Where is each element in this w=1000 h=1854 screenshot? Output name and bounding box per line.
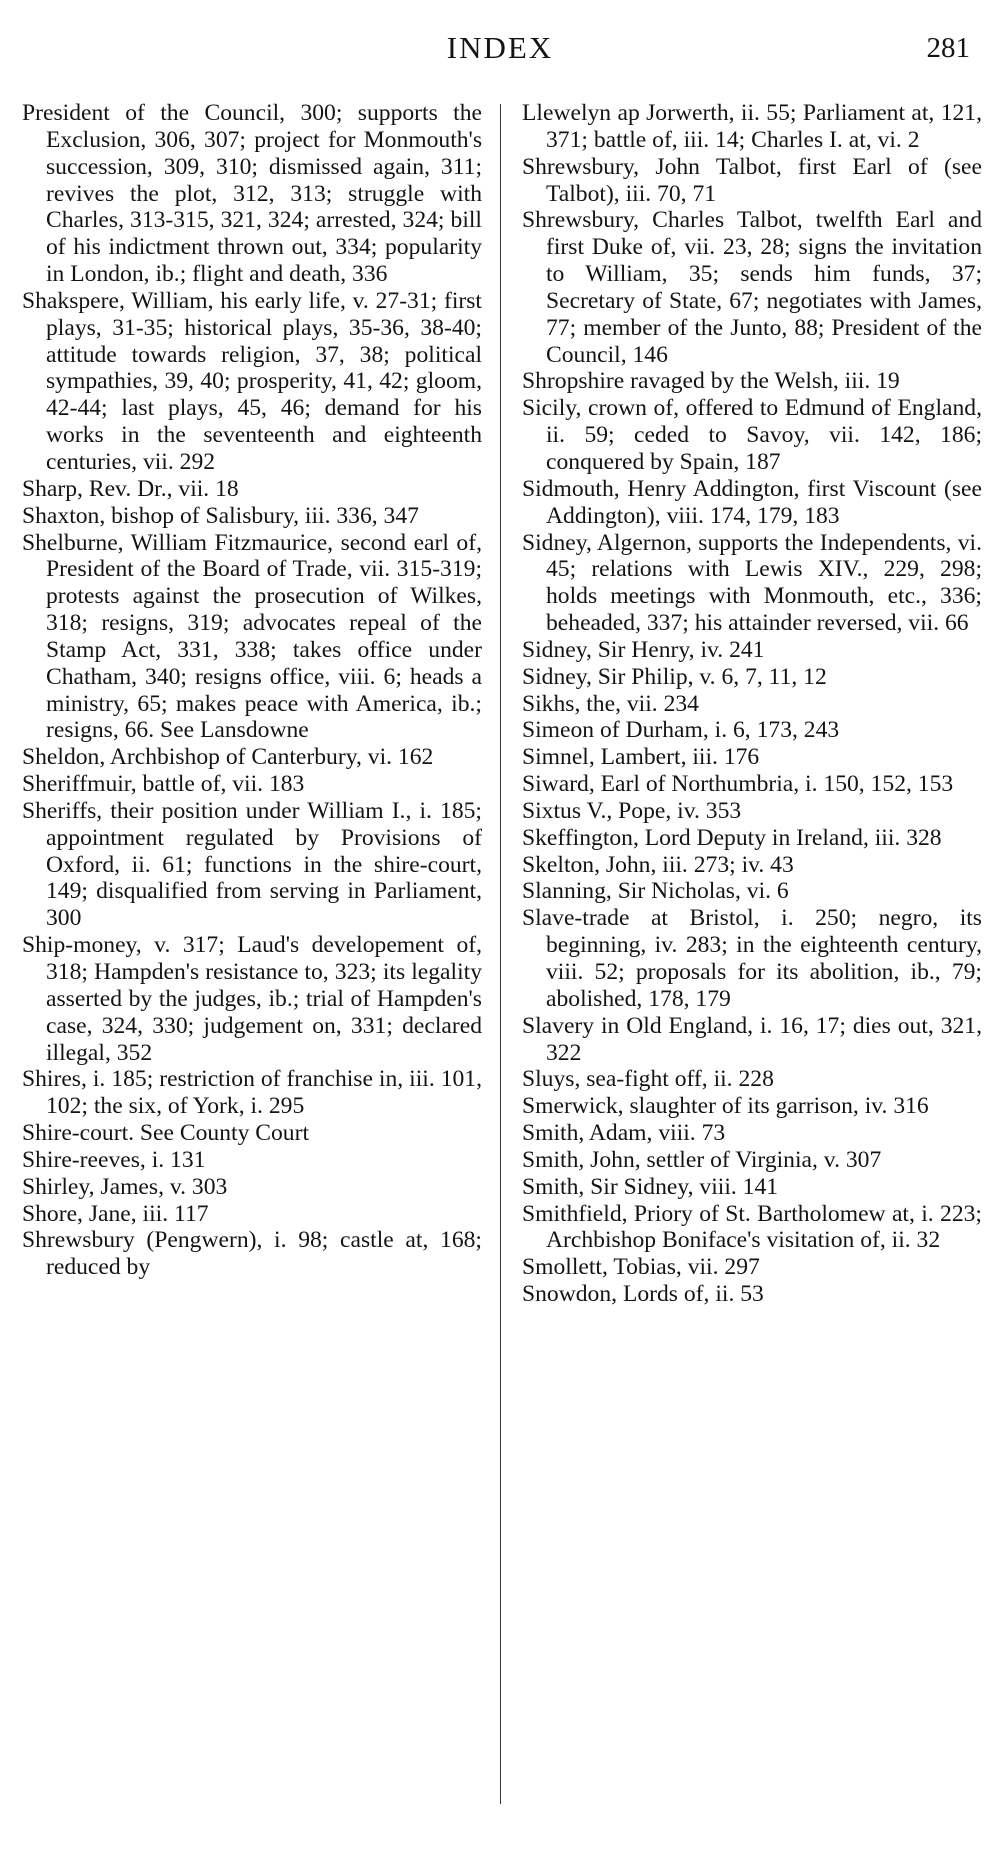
index-entry: Sheriffs, their position under William I., i. 185; appointment regulated by Provisions of Oxford, ii. 61; functions in the shire-court, 149; disqualified from serving in Parliament, 300 (22, 797, 482, 932)
index-entry: Sidmouth, Henry Addington, first Viscount (see Addington), viii. 174, 179, 183 (522, 475, 982, 529)
index-entry: Snowdon, Lords of, ii. 53 (522, 1281, 764, 1308)
index-entry: Sidney, Algernon, supports the Independents, vi. 45; relations with Lewis XIV., 229, 298; holds meetings with Monmouth, etc., 336; beheaded, 337; his attainder reversed, vii. 66 (522, 529, 982, 637)
index-entry: Sixtus V., Pope, iv. 353 (522, 797, 742, 824)
index-entry: Shropshire ravaged by the Welsh, iii. 19 (522, 368, 900, 395)
index-entry: Skeffington, Lord Deputy in Ireland, iii. 328 (522, 824, 942, 851)
index-entry: Sharp, Rev. Dr., vii. 18 (22, 475, 239, 502)
index-entry: Smithfield, Priory of St. Bartholomew at, i. 223; Archbishop Boniface's visitation of, ii. 32 (522, 1200, 982, 1254)
index-entry: Shakspere, William, his early life, v. 27-31; first plays, 31-35; historical plays, 35-36, 38-40; attitude towards religion, 37, 38; political sympathies, 39, 40; prosperity, 41, 42; gloom, 42-44; last plays, 45, 46; demand for his works in the seventeenth and eighteenth centuries, vii. 292 (22, 287, 482, 475)
index-entry: Sidney, Sir Henry, iv. 241 (522, 636, 765, 663)
page-number: 281 (926, 32, 970, 64)
right-column (522, 100, 982, 1308)
index-entry: Sikhs, the, vii. 234 (522, 690, 699, 717)
index-entry: Slanning, Sir Nicholas, vi. 6 (522, 878, 789, 905)
left-column (22, 100, 482, 1281)
index-entry: Sicily, crown of, offered to Edmund of England, ii. 59; ceded to Savoy, vii. 142, 186; conquered by Spain, 187 (522, 395, 982, 475)
index-entry: Simnel, Lambert, iii. 176 (522, 744, 760, 771)
index-entry: Shire-court. See County Court (22, 1120, 310, 1147)
index-entry: Shore, Jane, iii. 117 (22, 1200, 209, 1227)
index-entry: Shelburne, William Fitzmaurice, second earl of, President of the Board of Trade, vii. 315-319; protests against the prosecution of Wilkes, 318; resigns, 319; advocates repeal of the Stamp Act, 331, 338; takes office under Chatham, 340; resigns office, viii. 6; heads a ministry, 65; makes peace with America, ib.; resigns, 66. See Lansdowne (22, 529, 482, 744)
page-header (0, 28, 1000, 68)
index-entry: Shrewsbury, Charles Talbot, twelfth Earl and first Duke of, vii. 23, 28; signs the invitation to William, 35; sends him funds, 37; Secretary of State, 67; negotiates with James, 77; member of the Junto, 88; President of the Council, 146 (522, 207, 982, 368)
index-entry: President of the Council, 300; supports the Exclusion, 306, 307; project for Monmouth's succession, 309, 310; dismissed again, 311; revives the plot, 312, 313; struggle with Charles, 313-315, 321, 324; arrested, 324; bill of his indictment thrown out, 334; popularity in London, ib.; flight and death, 336 (22, 100, 482, 288)
column-divider (500, 104, 501, 1804)
index-entry: Skelton, John, iii. 273; iv. 43 (522, 851, 794, 878)
index-entry: Ship-money, v. 317; Laud's developement of, 318; Hampden's resistance to, 323; its legality asserted by the judges, ib.; trial of Hampden's case, 324, 330; judgement on, 331; declared illegal, 352 (22, 932, 482, 1066)
index-entry: Slavery in Old England, i. 16, 17; dies out, 321, 322 (522, 1012, 982, 1066)
index-entry: Shaxton, bishop of Salisbury, iii. 336, 347 (22, 502, 419, 529)
index-entry: Smith, Adam, viii. 73 (522, 1120, 726, 1147)
index-entry: Smith, Sir Sidney, viii. 141 (522, 1173, 779, 1200)
index-entry: Smollett, Tobias, vii. 297 (522, 1254, 760, 1281)
index-entry: Smerwick, slaughter of its garrison, iv. 316 (522, 1093, 929, 1120)
index-entry: Shirley, James, v. 303 (22, 1173, 228, 1200)
index-entry: Shrewsbury (Pengwern), i. 98; castle at, 168; reduced by (22, 1227, 482, 1281)
index-entry: Sidney, Sir Philip, v. 6, 7, 11, 12 (522, 663, 827, 690)
index-entry: Shrewsbury, John Talbot, first Earl of (see Talbot), iii. 70, 71 (522, 153, 982, 207)
index-entry: Sluys, sea-fight off, ii. 228 (522, 1066, 774, 1093)
index-entry: Sheldon, Archbishop of Canterbury, vi. 162 (22, 744, 434, 771)
index-entry: Llewelyn ap Jorwerth, ii. 55; Parliament at, 121, 371; battle of, iii. 14; Charles I. at, vi. 2 (522, 100, 982, 153)
index-entry: Siward, Earl of Northumbria, i. 150, 152, 153 (522, 771, 954, 798)
index-entry: Simeon of Durham, i. 6, 173, 243 (522, 717, 840, 744)
running-title: INDEX (446, 30, 554, 65)
index-entry: Sheriffmuir, battle of, vii. 183 (22, 771, 305, 798)
index-entry: Slave-trade at Bristol, i. 250; negro, its beginning, iv. 283; in the eighteenth century, viii. 52; proposals for its abolition, ib., 79; abolished, 178, 179 (522, 905, 982, 1012)
index-entry: Shire-reeves, i. 131 (22, 1146, 206, 1173)
index-entry: Shires, i. 185; restriction of franchise in, iii. 101, 102; the six, of York, i. 295 (22, 1066, 482, 1120)
index-entry: Smith, John, settler of Virginia, v. 307 (522, 1146, 882, 1173)
